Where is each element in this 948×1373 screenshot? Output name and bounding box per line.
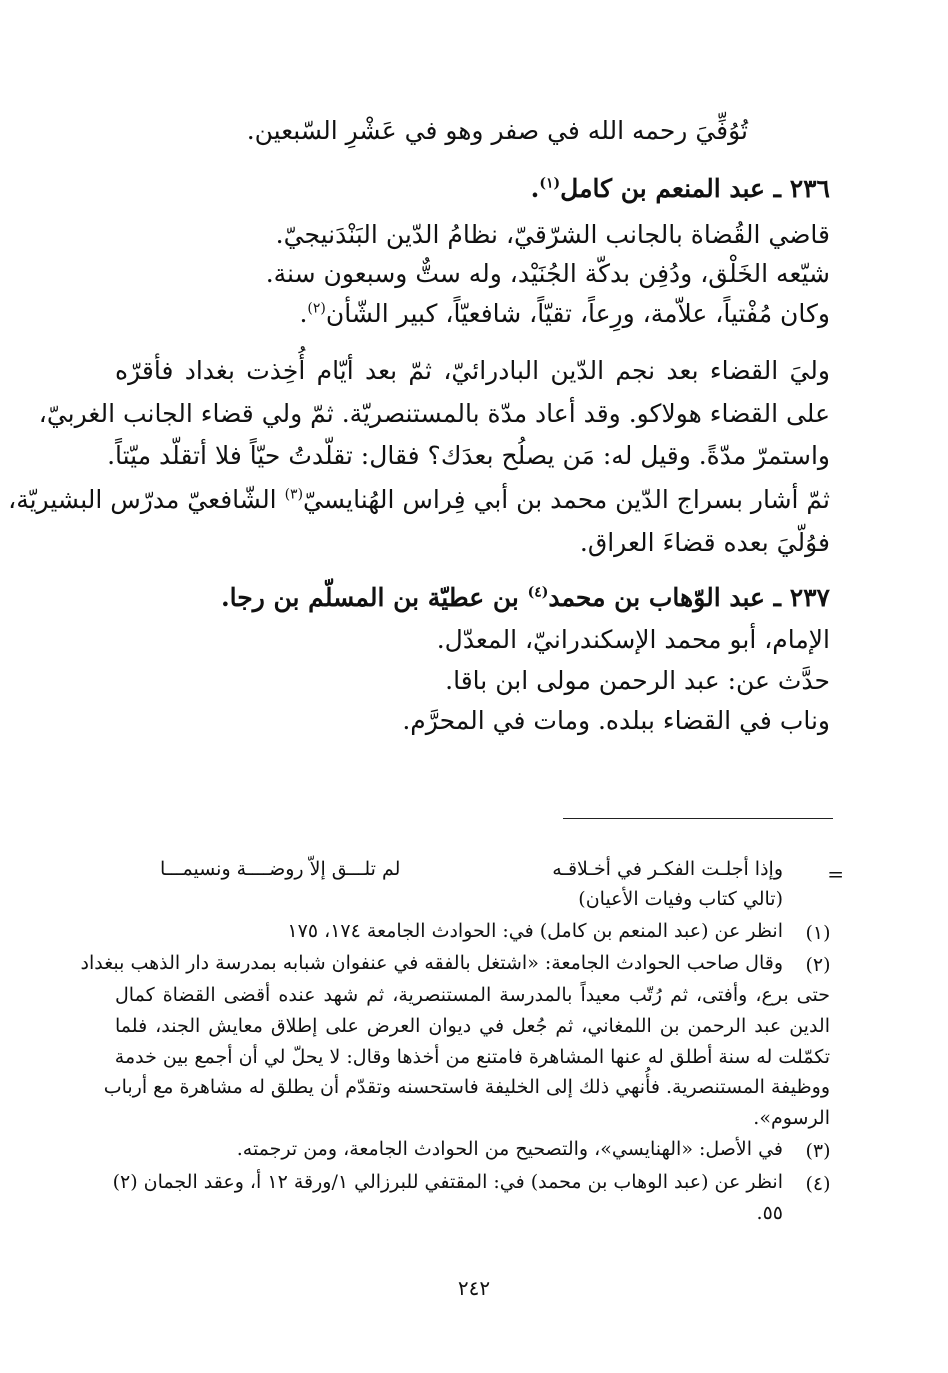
entry-237-line-3: وناب في القضاء ببلده. ومات في المحرَّم. — [402, 706, 830, 735]
footnote-ref-3: (٣) — [284, 486, 304, 503]
footnote-2-line-2: حتى برع، وأفتى، ثم رُتّب معيداً بالمدرسة المستنصرية، ثم شهد عنده أقضى القضاة كمال — [115, 984, 830, 1006]
footnote-3-text: في الأصل: «الهنايسي»، والتصحيح من الحوادث الجامعة، ومن ترجمته. — [236, 1138, 783, 1160]
footnote-1-number: (١) — [805, 922, 831, 944]
footnote-2-line-1: وقال صاحب الحوادث الجامعة: «اشتغل بالفقه في عنفوان شبابه بمدرسة دار الذهب ببغداد — [80, 952, 783, 974]
entry-236-para-line-4-a: ثمّ أشار بسراج الدّين محمد بن أبي فِراس الهُنايسيّ — [303, 485, 830, 514]
entry-236-line-3 — [299, 301, 830, 326]
entry-236-heading-text: ٢٣٦ ـ عبد المنعم بن كامل — [560, 174, 830, 203]
footnote-4-line-1: انظر عن (عبد الوهاب بن محمد) في: المقتفي للبرزالي ١/ورقة ١٢ أ، وعقد الجمان (٢) — [112, 1171, 783, 1193]
footnote-2-line-6: الرسوم». — [753, 1107, 830, 1129]
entry-236-line-1: قاضي القُضاة بالجانب الشرّقيّ، نظامُ الدّين البَنْدَنيجيّ. — [275, 220, 830, 249]
entry-236-para-line-4-b: الشّافعيّ مدرّس البشيريّة، — [8, 485, 285, 514]
entry-236-para-line-2: على القضاء هولاكو. وقد أعاد مدّة بالمستنصريّة. ثمّ ولي قضاء الجانب الغربيّ، — [38, 399, 830, 428]
footnote-2-line-4: تكمّلت له سنة أطلق له عنها المشاهرة فامتنع من أخذها وقال: لا يحلّ لي أن أجمع بين خدمة — [114, 1046, 830, 1068]
entry-236-line-2: شيّعه الخَلْق، ودُفِن بدكّة الجُنَيْد، وله ستٌّ وسبعون سنة. — [265, 259, 830, 288]
footnote-ref-2: (٢) — [307, 300, 326, 317]
entry-237-heading-b: بن عطيّة بن المسلّم بن رجا. — [220, 583, 528, 612]
page-number: ٢٤٢ — [457, 1276, 491, 1300]
entry-236-heading — [531, 176, 830, 201]
footnote-4-number: (٤) — [805, 1173, 831, 1195]
footnote-ref-1: (١) — [539, 175, 561, 192]
footnote-2-line-5: ووظيفة المستنصرية. فأُنهي ذلك إلى الخليفة فاستحسنه وتقدّم أن يطلق له مشاهرة مع أرباب — [103, 1076, 830, 1098]
entry-237-heading-a: ٢٣٧ ـ عبد الوّهاب بن محمد — [548, 583, 830, 612]
entry-236-line-3-end: . — [299, 299, 308, 328]
entry-236-para-line-4 — [8, 487, 830, 512]
entry-237-heading — [221, 585, 830, 610]
entry-236-line-3-text: وكان مُفْتياً، علاّمة، ورِعاً، تقيّاً، شافعيّاً، كبير الشّأن — [325, 299, 830, 328]
entry-236-heading-end: . — [530, 174, 540, 203]
verse-left-hemistich: لم تلـــق إلاّ روضــــة ونسيمـــا — [160, 858, 401, 880]
footnote-separator — [563, 818, 833, 819]
continuation-mark: = — [827, 862, 844, 886]
entry-237-line-1: الإمام، أبو محمد الإسكندرانيّ، المعدّل. — [436, 625, 830, 654]
footnote-4-line-2: ٥٥. — [756, 1202, 783, 1224]
entry-235-end: تُوُفِّيَ رحمه الله في صفر وهو في عَشْرِ السّبعين. — [246, 116, 748, 145]
entry-236-para-line-5: فوُلّيَ بعده قضاءَ العراق. — [579, 528, 830, 557]
footnote-ref-4: (٤) — [527, 584, 549, 601]
entry-237-line-2: حدَّث عن: عبد الرحمن مولى ابن باقا. — [445, 666, 830, 695]
entry-236-para-line-1: وليَ القضاء بعد نجم الدّين البادرائيّ، ثمّ بعد أيّام أُخِذت بغداد فأقرّه — [115, 356, 830, 385]
footnote-2-line-3: الدين عبد الرحمن بن اللمغاني، ثم جُعل في ديوان العرض على إطلاق معايش الجند، فلما — [115, 1015, 830, 1037]
entry-236-para-line-3: واستمرّ مدّةً. وقيل له: مَن يصلُح بعدَك؟ فقال: تقلّدتُ حيّاً فلا أتقلّد ميّتاً. — [107, 441, 830, 470]
verse-right-hemistich: وإذا أجلـت الفكـر في أخـلاقـه — [552, 858, 783, 880]
footnote-3-number: (٣) — [805, 1140, 831, 1162]
footnote-2-number: (٢) — [805, 954, 831, 976]
verse-source: (تالي كتاب وفيات الأعيان) — [578, 888, 783, 910]
footnote-1-text: انظر عن (عبد المنعم بن كامل) في: الحوادث الجامعة ١٧٤، ١٧٥ — [287, 920, 783, 942]
